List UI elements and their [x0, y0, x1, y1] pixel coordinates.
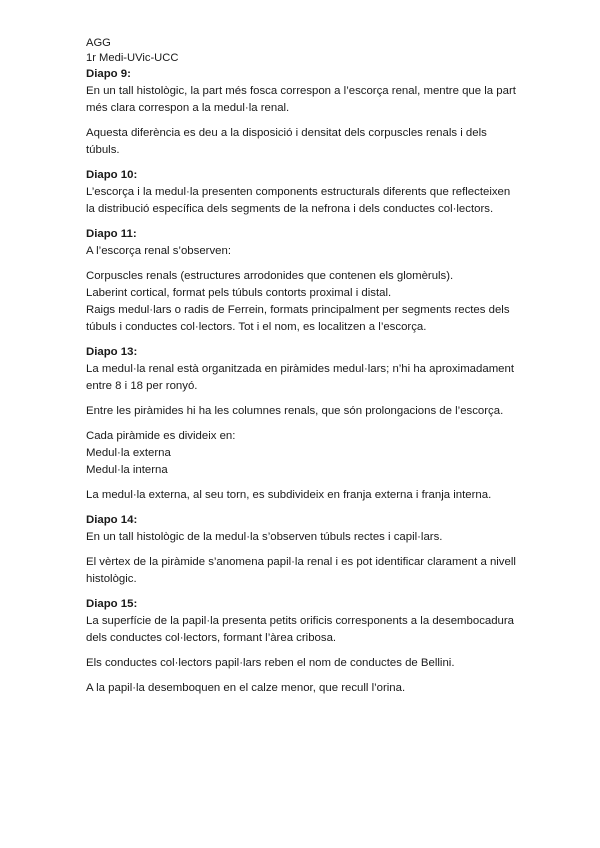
- author-initials: AGG: [86, 37, 111, 49]
- paragraph: En un tall histològic, la part més fosca correspon a l’escorça renal, mentre que la part més clara correspon a la medul·la renal.: [86, 85, 516, 114]
- list-item: Corpuscles renals (estructures arrodonides que contenen els glomèruls).: [86, 270, 454, 282]
- paragraph: A la papil·la desemboquen en el calze menor, que recull l’orina.: [86, 682, 406, 694]
- paragraph: A l’escorça renal s’observen:: [86, 245, 231, 257]
- paragraph: Entre les piràmides hi ha les columnes renals, que són prolongacions de l’escorça.: [86, 405, 504, 417]
- section-heading: Diapo 11:: [86, 228, 137, 240]
- paragraph: El vèrtex de la piràmide s’anomena papil·la renal i es pot identificar clarament a nivell histològic.: [86, 556, 516, 585]
- section-heading: Diapo 10:: [86, 169, 138, 181]
- paragraph: La medul·la externa, al seu torn, es subdivideix en franja externa i franja interna.: [86, 489, 492, 501]
- list-item: Raigs medul·lars o radis de Ferrein, formats principalment per segments rectes dels túbuls i conductes col·lectors. Tot i el nom, es localitzen a l’escorça.: [86, 304, 510, 333]
- paragraph: Els conductes col·lectors papil·lars reben el nom de conductes de Bellini.: [86, 657, 455, 669]
- section-heading: Diapo 15:: [86, 598, 138, 610]
- paragraph: Aquesta diferència es deu a la disposició i densitat dels corpuscles renals i dels túbuls.: [86, 127, 487, 156]
- paragraph: L’escorça i la medul·la presenten components estructurals diferents que reflecteixen la distribució específica dels segments de la nefrona i dels conductes col·lectors.: [86, 186, 511, 215]
- section-diapo-11: [86, 226, 518, 336]
- section-diapo-14: [86, 512, 518, 588]
- section-heading: Diapo 13:: [86, 346, 138, 358]
- section-diapo-10: [86, 167, 518, 218]
- document-page: [86, 36, 518, 705]
- paragraph: En un tall histològic de la medul·la s’observen túbuls rectes i capil·lars.: [86, 531, 443, 543]
- list-item: Laberint cortical, format pels túbuls contorts proximal i distal.: [86, 287, 392, 299]
- paragraph: La medul·la renal està organitzada en piràmides medul·lars; n’hi ha aproximadament entre 8 i 18 per ronyó.: [86, 363, 515, 392]
- section-diapo-15: [86, 596, 518, 697]
- section-diapo-9: [86, 66, 518, 159]
- list-item: Medul·la interna: [86, 464, 168, 476]
- course-label: 1r Medi-UVic-UCC: [86, 52, 179, 64]
- section-diapo-13: [86, 344, 518, 504]
- section-heading: Diapo 14:: [86, 514, 138, 526]
- section-heading: Diapo 9:: [86, 68, 131, 80]
- paragraph: La superfície de la papil·la presenta petits orificis corresponents a la desembocadura dels conductes col·lectors, formant l’àrea cribosa.: [86, 615, 515, 644]
- list-item: Medul·la externa: [86, 447, 171, 459]
- paragraph: Cada piràmide es divideix en:: [86, 430, 236, 442]
